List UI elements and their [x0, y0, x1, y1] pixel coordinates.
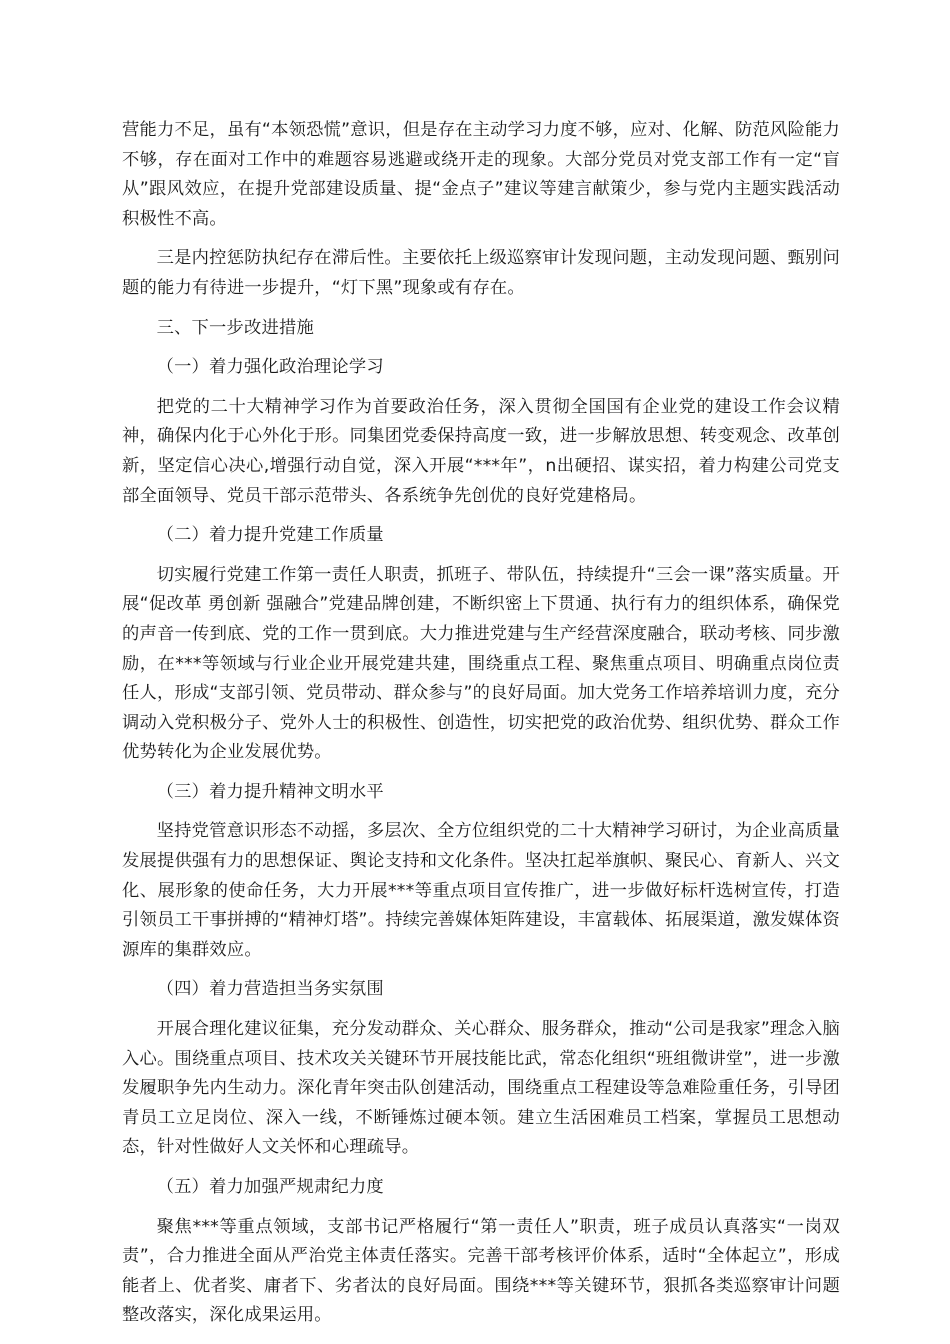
subheading-pragmatic-atmosphere: （四）着力营造担当务实氛围	[156, 979, 384, 1000]
paragraph-spiritual-civilization: 坚持党管意识形态不动摇，多层次、全方位组织党的二十大精神学习研讨，为企业高质量发展提供强有力的思想保证、舆论支持和文化条件。坚决扛起举旗帜、聚民心、育新人、兴文化、展形象的使命任务，大力开展***等重点项目宣传推广，进一步做好标杆选树宣传，打造引领员工干事拼搏的“精神灯塔”。持续完善媒体矩阵建设，丰富载体、拓展渠道，激发媒体资源库的集群效应。	[122, 821, 840, 960]
paragraph-pragmatic-atmosphere: 开展合理化建议征集，充分发动群众、关心群众、服务群众，推动“公司是我家”理念入脑入心。围绕重点项目、技术攻关关键环节开展技能比武，常态化组织“班组微讲堂”，进一步激发履职争先内生动力。深化青年突击队创建活动，围绕重点工程建设等急难险重任务，引导团青员工立足岗位、深入一线，不断锤炼过硬本领。建立生活困难员工档案，掌握员工思想动态，针对性做好人文关怀和心理疏导。	[122, 1019, 840, 1158]
paragraph-party-building-quality: 切实履行党建工作第一责任人职责，抓班子、带队伍，持续提升“三会一课”落实质量。开展“促改革 勇创新 强融合”党建品牌创建，不断织密上下贯通、执行有力的组织体系，确保党的声音一传到底、党的工作一贯到底。大力推进党建与生产经营深度融合，联动考核、同步激励，在***等领域与行业企业开展党建共建，围绕重点工程、聚焦重点项目、明确重点岗位责任人，形成“支部引领、党员带动、群众参与”的良好局面。加大党务工作培养培训力度，充分调动入党积极分子、党外人士的积极性、创造性，切实把党的政治优势、组织优势、群众工作优势转化为企业发展优势。	[122, 564, 840, 763]
section-heading-next-steps: 三、下一步改进措施	[156, 317, 314, 338]
paragraph-discipline: 聚焦***等重点领域，支部书记严格履行“第一责任人”职责，班子成员认真落实“一岗双责”，合力推进全面从严治党主体责任落实。完善干部考核评价体系，适时“全体起立”，形成能者上、优者奖、庸者下、劣者汰的良好局面。围绕***等关键环节，狠抓各类巡察审计问题整改落实，深化成果运用。	[122, 1216, 840, 1326]
subheading-political-theory: （一）着力强化政治理论学习	[156, 357, 384, 378]
paragraph-political-theory: 把党的二十大精神学习作为首要政治任务，深入贯彻全国国有企业党的建设工作会议精神，确保内化于心外化于形。同集团党委保持高度一致，进一步解放思想、转变观念、改革创新，坚定信心决心,增强行动自觉，深入开展“***年”，n出硬招、谋实招，着力构建公司党支部全面领导、党员干部示范带头、各系统争先创优的良好党建格局。	[122, 396, 840, 506]
paragraph-continuation: 营能力不足，虽有“本领恐慌”意识，但是存在主动学习力度不够，应对、化解、防范风险能力不够，存在面对工作中的难题容易逃避或绕开走的现象。大部分党员对党支部工作有一定“盲从”跟风效应，在提升党部建设质量、提“金点子”建议等建言献策少，参与党内主题实践活动积极性不高。	[122, 120, 840, 229]
subheading-spiritual-civilization: （三）着力提升精神文明水平	[156, 781, 384, 802]
paragraph-internal-control: 三是内控惩防执纪存在滞后性。主要依托上级巡察审计发现问题，主动发现问题、甄别问题的能力有待进一步提升，“灯下黑”现象或有存在。	[122, 248, 840, 298]
subheading-party-building-quality: （二）着力提升党建工作质量	[156, 525, 384, 546]
document-body	[122, 116, 840, 1331]
subheading-discipline: （五）着力加强严规肃纪力度	[156, 1177, 384, 1197]
